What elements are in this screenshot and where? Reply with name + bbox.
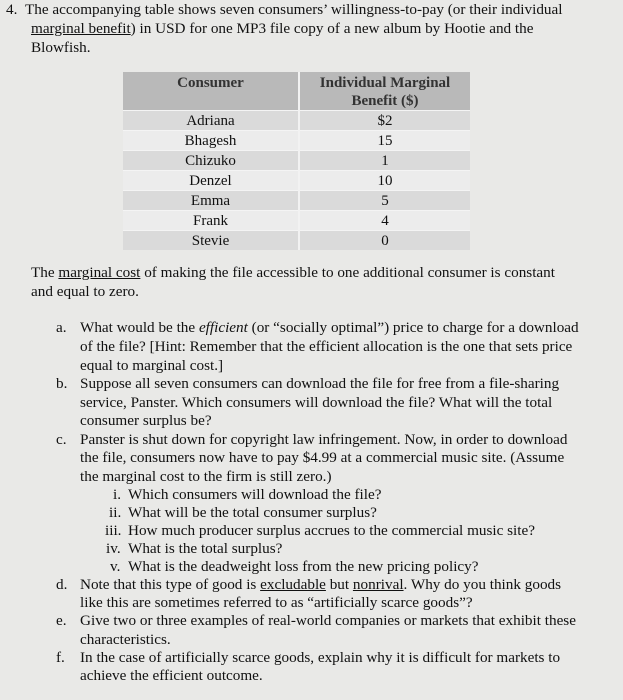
column-header-consumer: Consumer — [123, 72, 299, 111]
part-line — [80, 394, 552, 412]
intro-line — [31, 39, 91, 57]
benefit-cell: 0 — [299, 231, 470, 251]
part-line — [80, 667, 263, 685]
part-line — [80, 375, 559, 393]
marginal-benefit-table — [123, 72, 470, 250]
part-line — [80, 319, 579, 337]
benefit-cell: 15 — [299, 131, 470, 151]
subpart-line — [128, 558, 478, 576]
text-segment: Give two or three examples of real-world companies or markets that exhibit these — [80, 612, 576, 629]
italic-term: efficient — [198, 319, 248, 336]
text-segment: of making the file accessible to one additional consumer is constant — [140, 264, 555, 281]
subpart-line — [128, 486, 381, 504]
part-line — [80, 594, 473, 612]
intro-line — [25, 1, 562, 19]
column-header-benefit: Individual Marginal Benefit ($) — [299, 72, 470, 111]
marginal-cost-note-line — [31, 283, 139, 301]
text-segment: of the file? [Hint: Remember that the efficient allocation is the one that sets price — [80, 338, 573, 355]
part-label: i. — [113, 486, 122, 503]
text-segment: Note that this type of good is — [80, 576, 261, 593]
consumer-cell: Chizuko — [123, 151, 299, 171]
intro-line — [31, 20, 533, 38]
benefit-cell: 5 — [299, 191, 470, 211]
part-line — [80, 431, 567, 449]
text-segment: The accompanying table shows seven consumers’ willingness-to-pay (or their individual — [25, 1, 563, 18]
table-row — [123, 111, 470, 131]
text-segment: and equal to zero. — [31, 283, 139, 300]
text-segment: (or “socially optimal”) price to charge for a download — [247, 319, 579, 336]
text-segment: like this are sometimes referred to as “artificially scarce goods”? — [80, 594, 473, 611]
table-row — [123, 151, 470, 171]
consumer-cell: Frank — [123, 211, 299, 231]
part-label: iii. — [105, 522, 122, 539]
text-segment: What will be the total consumer surplus? — [128, 504, 377, 521]
consumer-cell: Denzel — [123, 171, 299, 191]
consumer-cell: Bhagesh — [123, 131, 299, 151]
text-segment: In the case of artificially scarce goods, explain why it is difficult for markets to — [80, 649, 561, 666]
benefit-cell: 1 — [299, 151, 470, 171]
part-line — [80, 649, 560, 667]
consumer-cell: Emma — [123, 191, 299, 211]
part-line — [80, 412, 212, 430]
text-segment: achieve the efficient outcome. — [80, 667, 263, 684]
underlined-term: nonrival — [352, 576, 404, 593]
benefit-cell: 4 — [299, 211, 470, 231]
part-label: f. — [56, 649, 65, 666]
text-segment: What would be the — [80, 319, 199, 336]
text-segment: . Why do you think goods — [403, 576, 562, 593]
table-row — [123, 171, 470, 191]
table-row — [123, 231, 470, 251]
part-label: c. — [56, 431, 67, 448]
table-row — [123, 191, 470, 211]
underlined-term: marginal cost — [58, 264, 141, 281]
text-segment: Suppose all seven consumers can download the file for free from a file-sharing — [80, 375, 560, 392]
text-segment: ) in USD for one MP3 file copy of a new album by Hootie and the — [130, 20, 534, 37]
underlined-term: excludable — [260, 576, 326, 593]
table-row — [123, 131, 470, 151]
part-label: a. — [56, 319, 67, 336]
text-segment: Panster is shut down for copyright law infringement. Now, in order to download — [80, 431, 568, 448]
text-segment: Which consumers will download the file? — [128, 486, 382, 503]
part-line — [80, 449, 564, 467]
text-segment: the marginal cost to the firm is still zero.) — [80, 468, 332, 485]
text-segment: Blowfish. — [31, 39, 91, 56]
part-line — [80, 338, 572, 356]
text-segment: equal to marginal cost.] — [80, 357, 224, 374]
part-label: ii. — [109, 504, 122, 521]
part-label: b. — [56, 375, 68, 392]
table-row — [123, 211, 470, 231]
part-line — [80, 576, 561, 594]
part-label: e. — [56, 612, 67, 629]
text-segment: service, Panster. Which consumers will download the file? What will the total — [80, 394, 553, 411]
text-segment: the file, consumers now have to pay $4.99 at a commercial music site. (Assume — [80, 449, 565, 466]
question-number: 4. — [6, 1, 18, 18]
benefit-cell: $2 — [299, 111, 470, 131]
consumer-cell: Adriana — [123, 111, 299, 131]
part-line — [80, 612, 576, 630]
text-segment: What is the deadweight loss from the new pricing policy? — [128, 558, 479, 575]
consumer-cell: Stevie — [123, 231, 299, 251]
part-line — [80, 631, 171, 649]
marginal-cost-note-line — [31, 264, 555, 282]
part-line — [80, 357, 223, 375]
part-label: iv. — [106, 540, 121, 557]
part-label: v. — [110, 558, 121, 575]
text-segment: characteristics. — [80, 631, 171, 648]
subpart-line — [128, 504, 377, 522]
benefit-cell: 10 — [299, 171, 470, 191]
part-line — [80, 468, 332, 486]
text-segment: The — [31, 264, 59, 281]
text-segment: How much producer surplus accrues to the commercial music site? — [128, 522, 535, 539]
underlined-term: marginal benefit — [31, 20, 131, 37]
text-segment: but — [325, 576, 353, 593]
part-label: d. — [56, 576, 68, 593]
text-segment: What is the total surplus? — [128, 540, 283, 557]
subpart-line — [128, 522, 535, 540]
subpart-line — [128, 540, 282, 558]
text-segment: consumer surplus be? — [80, 412, 212, 429]
